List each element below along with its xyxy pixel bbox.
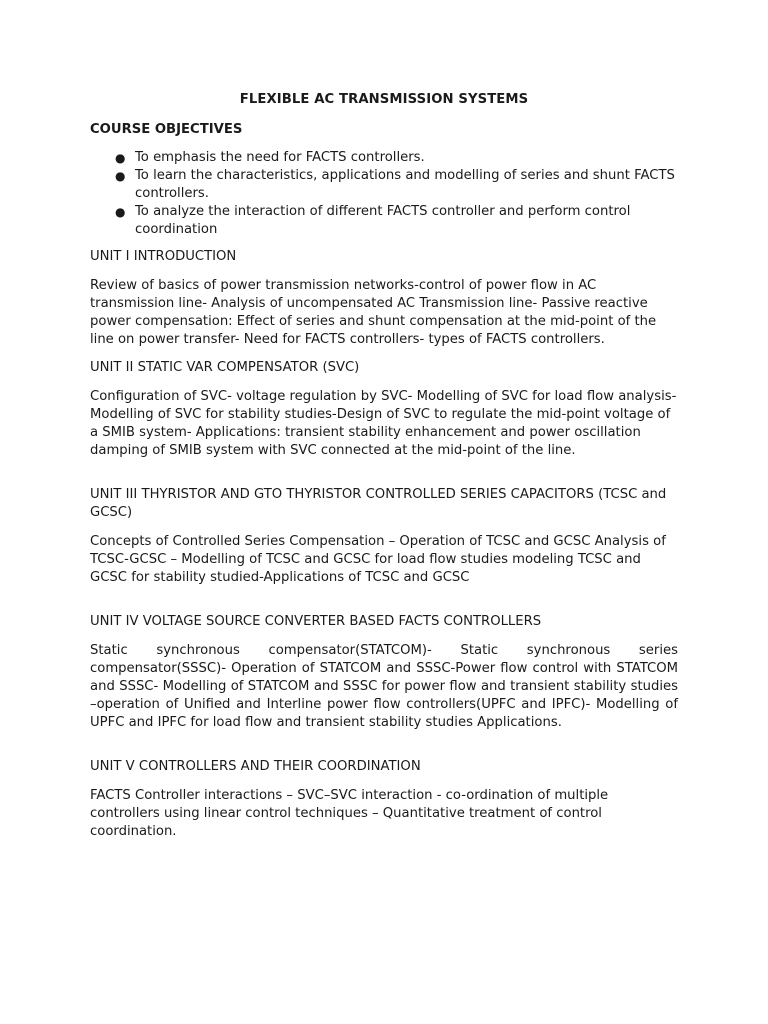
objective-text: To analyze the interaction of different FACTS controller and perform control coordination bbox=[135, 204, 631, 237]
objective-text: To emphasis the need for FACTS controllers. bbox=[135, 150, 425, 165]
spacer bbox=[90, 470, 678, 486]
unit-4-heading: UNIT IV VOLTAGE SOURCE CONVERTER BASED FACTS CONTROLLERS bbox=[90, 614, 542, 629]
unit-4-body: Static synchronous compensator(STATCOM)- Static synchronous series compensator(SSSC)- Operation of STATCOM and SSSC-Power flow control with STATCOM and SSSC- Modelling of STATCOM and SSSC for power flow and transient stability studies –operation of Unified and Interline power flow controllers(UPFC and IPFC)- Modelling of UPFC and IPFC for load flow and transient stability studies Applications. bbox=[90, 643, 678, 730]
unit-3-body: Concepts of Controlled Series Compensation – Operation of TCSC and GCSC Analysis of TCSC-GCSC – Modelling of TCSC and GCSC for load flow studies modeling TCSC and GCSC for stability studied-Applications of TCSC and GCSC bbox=[90, 534, 666, 585]
unit-2-body: Configuration of SVC- voltage regulation by SVC- Modelling of SVC for load flow analysis- Modelling of SVC for stability studies-Design of SVC to regulate the mid-point voltage of a SMIB system- Applications: transient stability enhancement and power oscillation damping of SMIB system with SVC connected at the mid-point of the line. bbox=[90, 389, 677, 458]
bullet-icon: ● bbox=[115, 169, 126, 183]
course-objectives-heading: COURSE OBJECTIVES bbox=[90, 122, 243, 137]
unit-1-heading: UNIT I INTRODUCTION bbox=[90, 249, 237, 264]
objective-item bbox=[90, 149, 678, 167]
bullet-icon: ● bbox=[115, 205, 126, 219]
unit-3-heading: UNIT III THYRISTOR AND GTO THYRISTOR CONTROLLED SERIES CAPACITORS (TCSC and GCSC) bbox=[90, 487, 667, 520]
objectives-list bbox=[90, 149, 678, 239]
objective-text: To learn the characteristics, applications and modelling of series and shunt FACTS controllers. bbox=[135, 168, 675, 201]
bullet-icon: ● bbox=[115, 151, 126, 165]
document-page bbox=[90, 90, 678, 851]
unit-2-heading: UNIT II STATIC VAR COMPENSATOR (SVC) bbox=[90, 360, 360, 375]
objective-item bbox=[90, 167, 678, 203]
spacer bbox=[90, 742, 678, 758]
document-title: FLEXIBLE AC TRANSMISSION SYSTEMS bbox=[239, 92, 529, 107]
spacer bbox=[90, 597, 678, 613]
unit-1-body: Review of basics of power transmission networks-control of power flow in AC transmission line- Analysis of uncompensated AC Transmission line- Passive reactive power compensation: Effect of series and shunt compensation at the mid-point of the line on power transfer- Need for FACTS controllers- types of FACTS controllers. bbox=[90, 278, 657, 347]
unit-5-body: FACTS Controller interactions – SVC–SVC interaction - co-ordination of multiple controllers using linear control techniques – Quantitative treatment of control coordination. bbox=[90, 788, 609, 839]
objective-item bbox=[90, 203, 678, 239]
unit-5-heading: UNIT V CONTROLLERS AND THEIR COORDINATION bbox=[90, 759, 421, 774]
